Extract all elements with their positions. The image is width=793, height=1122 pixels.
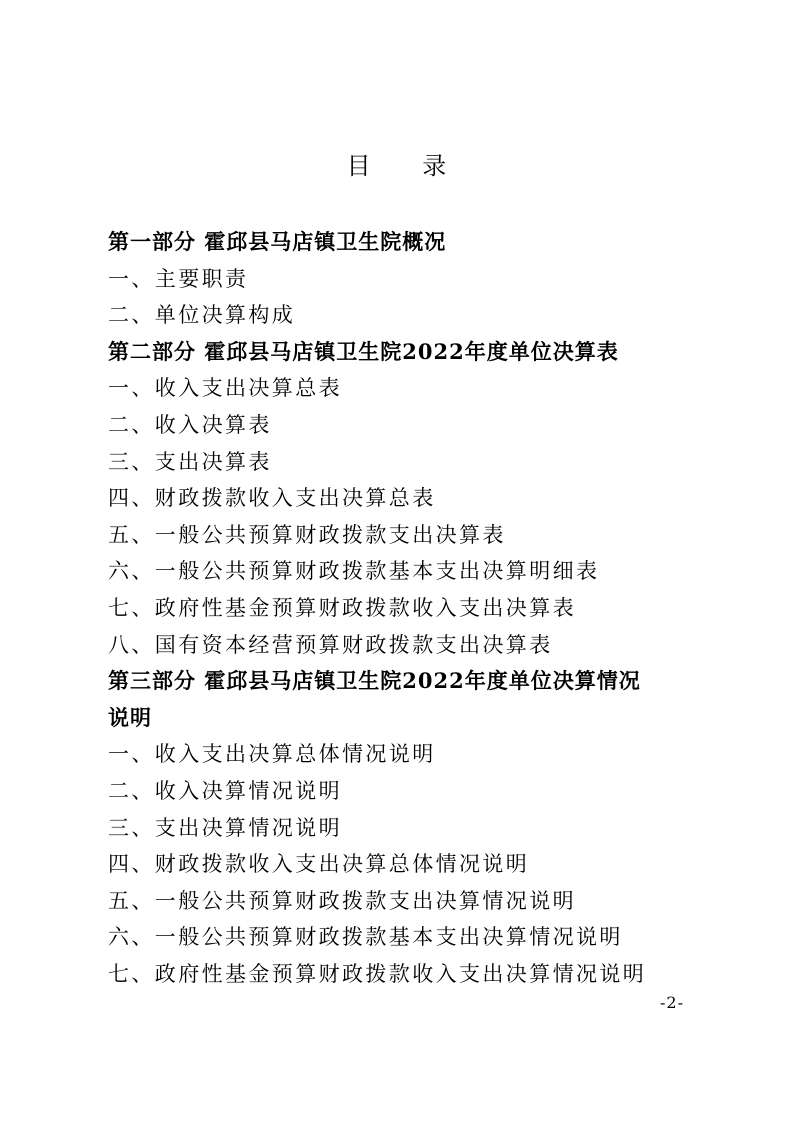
toc-item: 六、一般公共预算财政拨款基本支出决算情况说明 xyxy=(108,925,623,950)
section-heading-1: 第一部分 霍邱县马店镇卫生院概况 xyxy=(108,229,447,254)
toc-item: 六、一般公共预算财政拨款基本支出决算明细表 xyxy=(108,559,600,584)
toc-item: 八、国有资本经营预算财政拨款支出决算表 xyxy=(108,632,553,657)
toc-item: 四、财政拨款收入支出决算总体情况说明 xyxy=(108,852,530,877)
toc-item: 二、收入决算表 xyxy=(108,412,272,437)
toc-item: 七、政府性基金预算财政拨款收入支出决算情况说明 xyxy=(108,961,647,986)
toc-item: 一、主要职责 xyxy=(108,266,249,291)
toc-item: 一、收入支出决算总表 xyxy=(108,376,342,401)
toc-item: 七、政府性基金预算财政拨款收入支出决算表 xyxy=(108,595,576,620)
toc-item: 二、收入决算情况说明 xyxy=(108,778,342,803)
toc-item: 五、一般公共预算财政拨款支出决算表 xyxy=(108,522,506,547)
page-title: 目 录 xyxy=(346,152,469,180)
section-heading-2: 第二部分 霍邱县马店镇卫生院2022年度单位决算表 xyxy=(108,338,619,364)
section-heading-3: 第三部分 霍邱县马店镇卫生院2022年度单位决算情况 xyxy=(108,668,641,694)
toc-item: 三、支出决算情况说明 xyxy=(108,815,342,840)
section-heading-3-continuation: 说明 xyxy=(108,704,152,730)
toc-item: 一、收入支出决算总体情况说明 xyxy=(108,742,436,767)
toc-item: 二、单位决算构成 xyxy=(108,303,296,328)
page-number: -2- xyxy=(660,993,684,1012)
toc-item: 四、财政拨款收入支出决算总表 xyxy=(108,486,436,511)
table-of-contents xyxy=(108,224,708,992)
toc-item: 五、一般公共预算财政拨款支出决算情况说明 xyxy=(108,888,576,913)
toc-item: 三、支出决算表 xyxy=(108,449,272,474)
